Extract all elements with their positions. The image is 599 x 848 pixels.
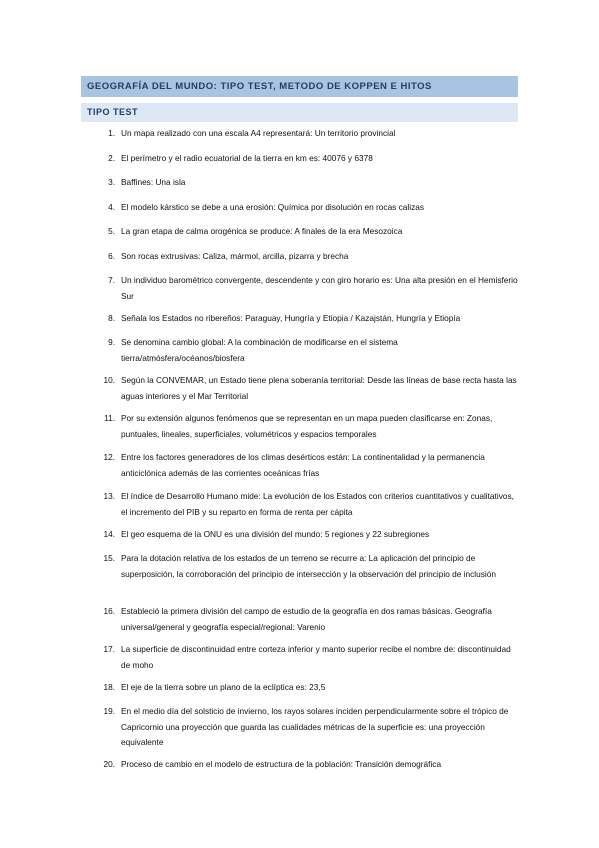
question-text: El modelo kárstico se debe a una erosión: Química por disolución en rocas calizas	[121, 202, 424, 212]
question-text: Según la CONVEMAR, un Estado tiene plena soberanía territorial: Desde las líneas de base recta hasta las aguas interiores y el Mar Territorial	[121, 375, 517, 401]
question-number: 17.	[103, 644, 115, 654]
question-text: El geo esquema de la ONU es una división del mundo: 5 regiones y 22 subregiones	[121, 529, 430, 539]
question-text: Entre los factores generadores de los climas desérticos están: La continentalidad y la permanencia anticiclónica además de las corrientes oceánicas frías	[121, 452, 485, 478]
question-number: 2.	[108, 153, 115, 163]
question-item	[96, 704, 520, 751]
question-number: 5.	[108, 226, 115, 236]
question-number: 12.	[103, 452, 115, 462]
question-text: El perímetro y el radio ecuatorial de la tierra en km es: 40076 y 6378	[121, 153, 373, 163]
question-number: 18.	[103, 682, 115, 692]
question-number: 6.	[108, 251, 115, 261]
question-number: 14.	[103, 529, 115, 539]
question-item	[96, 680, 520, 696]
question-text: Baffines: Una isla	[121, 177, 186, 187]
question-item	[96, 175, 520, 191]
question-text: Para la dotación relativa de los estados de un terreno se recurre a: La aplicación del principio de superposición, la corroboración del principio de intersección y la observación del principio de inclusión	[121, 553, 496, 579]
question-text: Estableció la primera división del campo de estudio de la geografía en dos ramas básicas. Geografía universal/general y geografía especial/regional: Varenio	[121, 606, 492, 632]
question-number: 9.	[108, 337, 115, 347]
question-text: En el medio día del solsticio de invierno, los rayos solares inciden perpendicularmente sobre el trópico de Capricornio una proyección que guarda las cualidades métricas de la superficie es: una proyección equivalente	[121, 706, 509, 747]
question-text: Se denomina cambio global: A la combinación de modificarse en el sistema tierra/atmósfera/océanos/biosfera	[121, 337, 398, 363]
question-text: El índice de Desarrollo Humano mide: La evolución de los Estados con criterios cuantitativos y cualitativos, el incremento del PIB y su reparto en forma de renta per cápita	[121, 491, 514, 517]
question-item	[96, 373, 520, 404]
question-number: 10.	[103, 375, 115, 385]
section-banner	[81, 103, 518, 122]
question-item	[96, 311, 520, 327]
question-text: Un individuo barométrico convergente, descendente y con giro horario es: Una alta presión en el Hemisferio Sur	[121, 275, 518, 301]
question-number: 3.	[108, 177, 115, 187]
question-item	[96, 604, 520, 635]
question-item	[96, 757, 520, 773]
question-item	[96, 489, 520, 520]
question-number: 15.	[103, 553, 115, 563]
question-number: 20.	[103, 759, 115, 769]
question-text: Por su extensión algunos fenómenos que se representan en un mapa pueden clasificarse en: Zonas, puntuales, lineales, superficiales, volumétricos y espacios temporales	[121, 413, 493, 439]
question-item	[96, 642, 520, 673]
question-item	[96, 335, 520, 366]
question-item	[96, 273, 520, 304]
question-item	[96, 411, 520, 442]
document-title: GEOGRAFÍA DEL MUNDO: TIPO TEST, METODO DE KOPPEN E HITOS	[87, 81, 432, 92]
question-text: La superficie de discontinuidad entre corteza inferior y manto superior recibe el nombre de: discontinuidad de moho	[121, 644, 511, 670]
question-text: Un mapa realizado con una escala A4 representará: Un territorio provincial	[121, 128, 396, 138]
question-number: 7.	[108, 275, 115, 285]
question-item	[96, 527, 520, 543]
question-item	[96, 224, 520, 240]
question-item	[96, 151, 520, 167]
question-item	[96, 551, 520, 582]
question-number: 4.	[108, 202, 115, 212]
question-item	[96, 249, 520, 265]
question-text: El eje de la tierra sobre un plano de la eclíptica es: 23,5	[121, 682, 326, 692]
question-text: Señala los Estados no ribereños: Paraguay, Hungría y Etiopia / Kazajstán, Hungría y Etiopía	[121, 313, 461, 323]
question-number: 1.	[108, 128, 115, 138]
question-text: Son rocas extrusivas: Caliza, mármol, arcilla, pizarra y brecha	[121, 251, 349, 261]
question-number: 11.	[104, 413, 115, 423]
question-number: 16.	[103, 606, 115, 616]
question-item	[96, 126, 520, 142]
question-item	[96, 200, 520, 216]
section-title: TIPO TEST	[87, 107, 139, 117]
question-text: Proceso de cambio en el modelo de estructura de la población: Transición demográfica	[121, 759, 442, 769]
question-number: 13.	[103, 491, 115, 501]
question-number: 8.	[108, 313, 115, 323]
question-item	[96, 450, 520, 481]
question-number: 19.	[103, 706, 115, 716]
question-text: La gran etapa de calma orogénica se produce: A finales de la era Mesozoica	[121, 226, 403, 236]
